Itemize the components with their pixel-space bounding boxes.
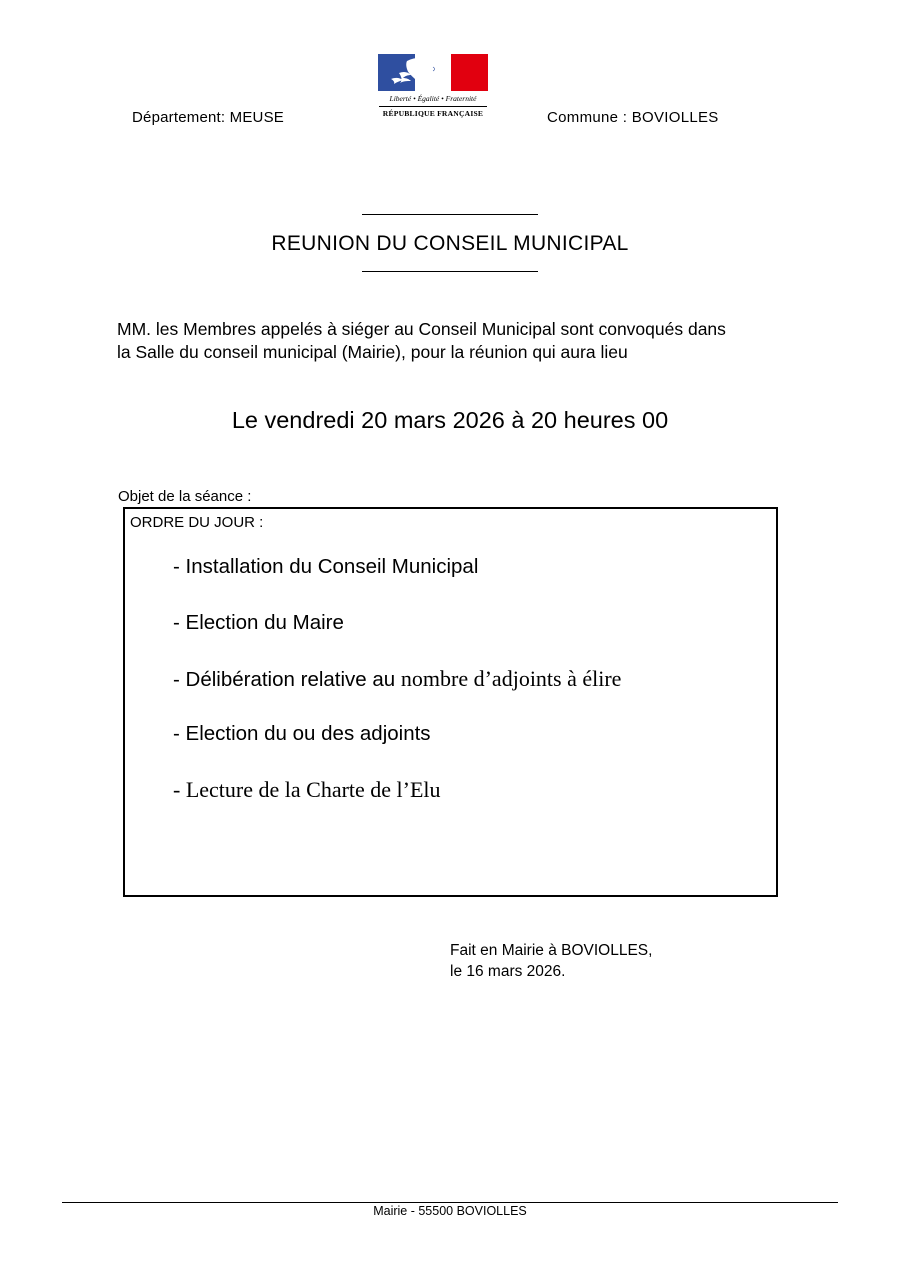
agenda-label: Objet de la séance : [118, 488, 252, 505]
republique-francaise-logo [377, 53, 489, 125]
convocation-line-2: la Salle du conseil municipal (Mairie), pour la réunion qui aura lieu [117, 342, 628, 362]
agenda-box [123, 507, 778, 897]
document-title: REUNION DU CONSEIL MUNICIPAL [271, 232, 629, 255]
agenda-item-prefix: - Délibération relative au [173, 668, 401, 691]
footer-address: Mairie - 55500 BOVIOLLES [373, 1204, 527, 1218]
title-rule-bottom [362, 271, 538, 272]
republic-motto: Liberté • Égalité • Fraternité [389, 94, 477, 103]
republic-name: RÉPUBLIQUE FRANÇAISE [382, 109, 484, 118]
signature-place: Fait en Mairie à BOVIOLLES, [450, 942, 653, 959]
agenda-heading: ORDRE DU JOUR : [130, 514, 264, 531]
meeting-date: Le vendredi 20 mars 2026 à 20 heures 00 [231, 407, 669, 433]
convocation-text [117, 318, 797, 364]
logo-divider [379, 106, 487, 107]
marianne-emblem-icon [377, 53, 489, 93]
agenda-item [173, 666, 621, 692]
agenda-item: - Election du Maire [173, 611, 344, 634]
departement-label: Département: MEUSE [132, 109, 284, 126]
agenda-item: - Election du ou des adjoints [173, 722, 431, 745]
title-rule-top [362, 214, 538, 215]
agenda-item-suffix: nombre d’adjoints à élire [400, 666, 622, 691]
agenda-item: - Installation du Conseil Municipal [173, 555, 479, 578]
signature-date: le 16 mars 2026. [450, 963, 566, 980]
footer-rule [62, 1202, 838, 1203]
commune-label: Commune : BOVIOLLES [547, 109, 719, 126]
signature-block [450, 940, 652, 982]
convocation-line-1: MM. les Membres appelés à siéger au Conseil Municipal sont convoqués dans [117, 319, 726, 339]
agenda-item: - Lecture de la Charte de l’Elu [173, 777, 441, 802]
